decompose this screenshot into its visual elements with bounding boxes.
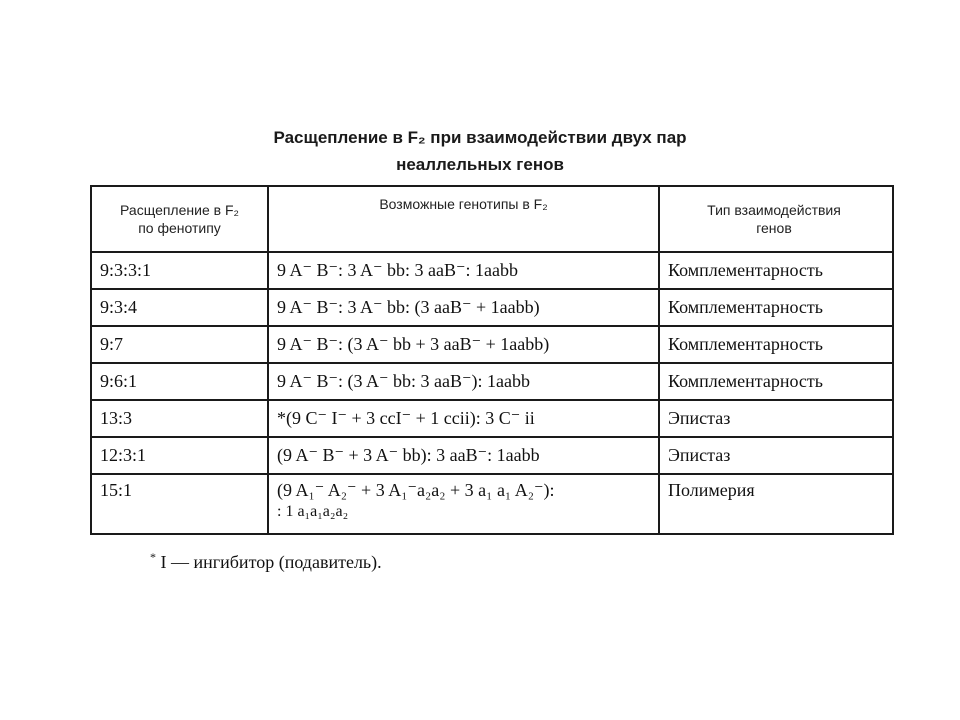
cell-split: 15:1	[91, 474, 268, 534]
cell-genotypes: (9 A⁻ B⁻ + 3 A⁻ bb): 3 aaB⁻: 1aabb	[268, 437, 659, 474]
cell-genotypes: 9 A⁻ B⁻: 3 A⁻ bb: (3 aaB⁻ + 1aabb)	[268, 289, 659, 326]
table-row	[91, 252, 893, 289]
table-row	[91, 474, 893, 534]
table-row	[91, 363, 893, 400]
cell-split: 9:3:4	[91, 289, 268, 326]
cell-type: Комплементарность	[659, 363, 893, 400]
header-segregation: Расщепление в F₂ по фенотипу	[91, 186, 268, 252]
cell-genotypes: 9 A⁻ B⁻: 3 A⁻ bb: 3 aaB⁻: 1aabb	[268, 252, 659, 289]
cell-split: 9:7	[91, 326, 268, 363]
cell-type: Полимерия	[659, 474, 893, 534]
genotypes-line-2: : 1 a₁a₁a₂a₂	[277, 503, 349, 520]
table-title	[0, 124, 960, 178]
cell-type: Эпистаз	[659, 437, 893, 474]
header-genotypes: Возможные генотипы в F₂	[268, 186, 659, 252]
cell-genotypes: 9 A⁻ B⁻: (3 A⁻ bb: 3 aaB⁻): 1aabb	[268, 363, 659, 400]
cell-type: Комплементарность	[659, 252, 893, 289]
table-row	[91, 326, 893, 363]
segregation-table	[90, 185, 894, 535]
cell-type: Эпистаз	[659, 400, 893, 437]
cell-split: 9:3:3:1	[91, 252, 268, 289]
cell-genotypes	[268, 474, 659, 534]
cell-type: Комплементарность	[659, 326, 893, 363]
cell-genotypes: *(9 C⁻ I⁻ + 3 ccI⁻ + 1 ccii): 3 C⁻ ii	[268, 400, 659, 437]
cell-type: Комплементарность	[659, 289, 893, 326]
table-row	[91, 437, 893, 474]
cell-split: 13:3	[91, 400, 268, 437]
footnote-marker: *	[150, 550, 156, 564]
title-line-2: неаллельных генов	[396, 155, 564, 174]
table-row	[91, 400, 893, 437]
footnote	[150, 550, 382, 573]
footnote-text: I — ингибитор (подавитель).	[160, 552, 382, 572]
title-line-1: Расщепление в F₂ при взаимодействии двух пар	[273, 128, 687, 147]
genotypes-line-1: (9 A₁⁻ A₂⁻ + 3 A₁⁻a₂a₂ + 3 a₁ a₁ A₂⁻):	[277, 480, 555, 500]
cell-genotypes: 9 A⁻ B⁻: (3 A⁻ bb + 3 aaB⁻ + 1aabb)	[268, 326, 659, 363]
header-interaction-type: Тип взаимодействия генов	[659, 186, 893, 252]
cell-split: 9:6:1	[91, 363, 268, 400]
table-header-row	[91, 186, 893, 252]
cell-split: 12:3:1	[91, 437, 268, 474]
table-row	[91, 289, 893, 326]
